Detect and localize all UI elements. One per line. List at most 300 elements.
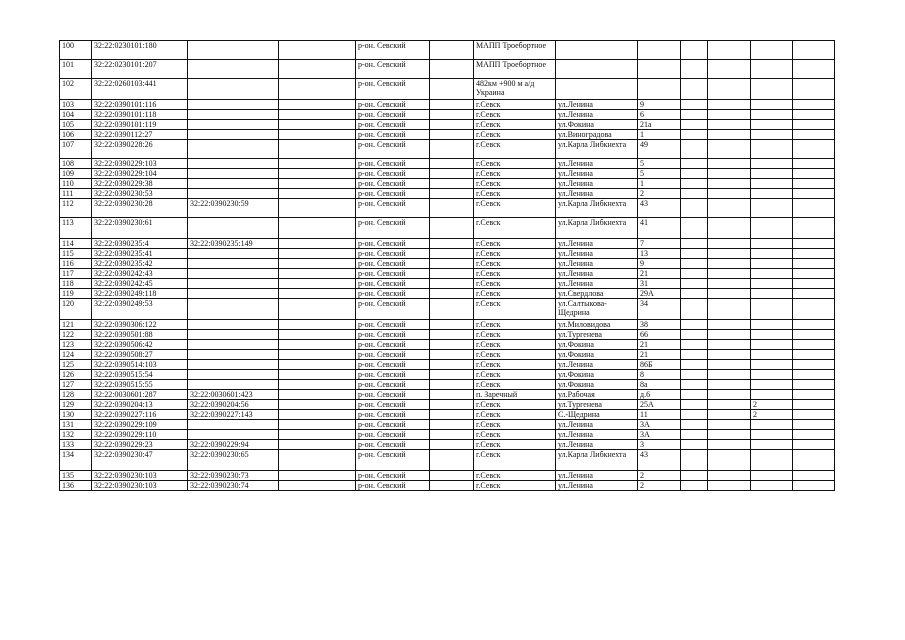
locality-cell: г.Севск (474, 481, 556, 491)
empty-cell (681, 239, 708, 249)
empty-cell (708, 450, 751, 471)
cadastral-number-cell: 32:22:0390506:42 (92, 340, 188, 350)
house-number-cell: 5 (638, 169, 681, 179)
row-number-cell: 119 (60, 289, 92, 299)
empty-cell (279, 159, 356, 169)
street-cell: ул.Свердлова (556, 289, 638, 299)
house-number-cell: 1 (638, 179, 681, 189)
district-cell: р-он. Севский (356, 340, 430, 350)
empty-cell (708, 130, 751, 140)
locality-cell: г.Севск (474, 259, 556, 269)
empty-cell (681, 110, 708, 120)
street-cell: ул.Ленина (556, 110, 638, 120)
linked-cadastral-number-cell (188, 249, 279, 259)
house-number-cell: 34 (638, 299, 681, 320)
row-number-cell: 130 (60, 410, 92, 420)
empty-cell (793, 380, 835, 390)
locality-cell: г.Севск (474, 289, 556, 299)
street-cell (556, 41, 638, 60)
linked-cadastral-number-cell (188, 218, 279, 239)
empty-cell (681, 179, 708, 189)
empty-cell (430, 350, 474, 360)
house-number-cell: 8а (638, 380, 681, 390)
extra-value-cell (751, 249, 793, 259)
register-table-body (60, 41, 835, 491)
empty-cell (681, 360, 708, 370)
cadastral-number-cell: 32:22:0390501:88 (92, 330, 188, 340)
empty-cell (793, 239, 835, 249)
table-row (60, 41, 835, 60)
empty-cell (279, 279, 356, 289)
empty-cell (708, 259, 751, 269)
street-cell: ул.Ленина (556, 179, 638, 189)
empty-cell (681, 410, 708, 420)
house-number-cell: д.6 (638, 390, 681, 400)
house-number-cell: 8 (638, 370, 681, 380)
cadastral-number-cell: 32:22:0030601:287 (92, 390, 188, 400)
empty-cell (708, 370, 751, 380)
empty-cell (430, 218, 474, 239)
empty-cell (430, 400, 474, 410)
street-cell: ул.Ленина (556, 249, 638, 259)
district-cell: р-он. Севский (356, 450, 430, 471)
row-number-cell: 100 (60, 41, 92, 60)
empty-cell (708, 269, 751, 279)
cadastral-number-cell: 32:22:0390235:41 (92, 249, 188, 259)
empty-cell (793, 189, 835, 199)
linked-cadastral-number-cell (188, 430, 279, 440)
table-row (60, 360, 835, 370)
district-cell: р-он. Севский (356, 289, 430, 299)
street-cell: ул.Карла Либкнехта (556, 218, 638, 239)
table-row (60, 350, 835, 360)
street-cell: ул.Ленина (556, 239, 638, 249)
linked-cadastral-number-cell: 32:22:0390229:94 (188, 440, 279, 450)
row-number-cell: 121 (60, 320, 92, 330)
empty-cell (708, 390, 751, 400)
linked-cadastral-number-cell (188, 169, 279, 179)
house-number-cell: 41 (638, 218, 681, 239)
district-cell: р-он. Севский (356, 140, 430, 159)
empty-cell (279, 481, 356, 491)
empty-cell (793, 159, 835, 169)
district-cell: р-он. Севский (356, 218, 430, 239)
empty-cell (430, 79, 474, 100)
district-cell: р-он. Севский (356, 41, 430, 60)
empty-cell (793, 110, 835, 120)
cadastral-number-cell: 32:22:0390229:38 (92, 179, 188, 189)
cadastral-number-cell: 32:22:0390230:103 (92, 471, 188, 481)
house-number-cell: 3А (638, 420, 681, 430)
extra-value-cell: 2 (751, 400, 793, 410)
empty-cell (430, 410, 474, 420)
locality-cell: г.Севск (474, 120, 556, 130)
empty-cell (681, 430, 708, 440)
row-number-cell: 106 (60, 130, 92, 140)
linked-cadastral-number-cell (188, 340, 279, 350)
street-cell (556, 79, 638, 100)
extra-value-cell (751, 350, 793, 360)
street-cell: ул.Ленина (556, 481, 638, 491)
empty-cell (681, 299, 708, 320)
district-cell: р-он. Севский (356, 239, 430, 249)
empty-cell (430, 340, 474, 350)
empty-cell (430, 130, 474, 140)
table-row (60, 110, 835, 120)
locality-cell: г.Севск (474, 330, 556, 340)
extra-value-cell (751, 299, 793, 320)
empty-cell (430, 370, 474, 380)
extra-value-cell (751, 471, 793, 481)
cadastral-number-cell: 32:22:0390230:47 (92, 450, 188, 471)
street-cell: ул.Ленина (556, 430, 638, 440)
empty-cell (681, 79, 708, 100)
cadastral-number-cell: 32:22:0390508:27 (92, 350, 188, 360)
table-row (60, 100, 835, 110)
linked-cadastral-number-cell (188, 320, 279, 330)
empty-cell (430, 289, 474, 299)
empty-cell (279, 218, 356, 239)
table-row (60, 159, 835, 169)
street-cell: ул.Ленина (556, 360, 638, 370)
empty-cell (708, 410, 751, 420)
street-cell: ул.Ленина (556, 420, 638, 430)
extra-value-cell (751, 179, 793, 189)
empty-cell (430, 239, 474, 249)
empty-cell (708, 430, 751, 440)
empty-cell (708, 471, 751, 481)
empty-cell (430, 100, 474, 110)
empty-cell (708, 440, 751, 450)
district-cell: р-он. Севский (356, 400, 430, 410)
empty-cell (430, 120, 474, 130)
locality-cell: г.Севск (474, 471, 556, 481)
empty-cell (279, 410, 356, 420)
house-number-cell: 49 (638, 140, 681, 159)
street-cell: ул.Ленина (556, 440, 638, 450)
street-cell: ул.Карла Либкнехта (556, 199, 638, 218)
empty-cell (279, 110, 356, 120)
empty-cell (793, 100, 835, 110)
row-number-cell: 127 (60, 380, 92, 390)
locality-cell: г.Севск (474, 269, 556, 279)
district-cell: р-он. Севский (356, 320, 430, 330)
empty-cell (430, 249, 474, 259)
extra-value-cell (751, 120, 793, 130)
empty-cell (708, 320, 751, 330)
empty-cell (708, 79, 751, 100)
cadastral-number-cell: 32:22:0390229:23 (92, 440, 188, 450)
empty-cell (430, 450, 474, 471)
empty-cell (279, 420, 356, 430)
street-cell: ул.Салтыкова-Щедрина (556, 299, 638, 320)
empty-cell (708, 350, 751, 360)
empty-cell (279, 249, 356, 259)
locality-cell: г.Севск (474, 130, 556, 140)
district-cell: р-он. Севский (356, 430, 430, 440)
cadastral-number-cell: 32:22:0390306:122 (92, 320, 188, 330)
empty-cell (681, 100, 708, 110)
empty-cell (430, 60, 474, 79)
empty-cell (279, 60, 356, 79)
linked-cadastral-number-cell (188, 189, 279, 199)
house-number-cell: 38 (638, 320, 681, 330)
empty-cell (681, 400, 708, 410)
table-row (60, 320, 835, 330)
locality-cell: г.Севск (474, 110, 556, 120)
table-row (60, 299, 835, 320)
empty-cell (793, 259, 835, 269)
linked-cadastral-number-cell: 32:22:0390230:65 (188, 450, 279, 471)
empty-cell (681, 140, 708, 159)
street-cell: ул.Фокина (556, 370, 638, 380)
empty-cell (430, 330, 474, 340)
empty-cell (279, 471, 356, 481)
extra-value-cell (751, 340, 793, 350)
linked-cadastral-number-cell (188, 100, 279, 110)
empty-cell (681, 159, 708, 169)
house-number-cell: 11 (638, 410, 681, 420)
empty-cell (279, 100, 356, 110)
table-row (60, 340, 835, 350)
empty-cell (279, 330, 356, 340)
empty-cell (793, 390, 835, 400)
house-number-cell: 43 (638, 199, 681, 218)
extra-value-cell (751, 370, 793, 380)
extra-value-cell (751, 269, 793, 279)
house-number-cell: 86Б (638, 360, 681, 370)
linked-cadastral-number-cell (188, 289, 279, 299)
locality-cell: г.Севск (474, 169, 556, 179)
empty-cell (681, 269, 708, 279)
row-number-cell: 129 (60, 400, 92, 410)
district-cell: р-он. Севский (356, 169, 430, 179)
empty-cell (793, 199, 835, 218)
empty-cell (793, 249, 835, 259)
empty-cell (430, 420, 474, 430)
locality-cell: МАПП Троебортное (474, 41, 556, 60)
row-number-cell: 125 (60, 360, 92, 370)
empty-cell (279, 269, 356, 279)
empty-cell (279, 140, 356, 159)
cadastral-number-cell: 32:22:0390229:104 (92, 169, 188, 179)
empty-cell (279, 41, 356, 60)
locality-cell: г.Севск (474, 410, 556, 420)
extra-value-cell (751, 481, 793, 491)
empty-cell (708, 179, 751, 189)
empty-cell (279, 400, 356, 410)
extra-value-cell (751, 330, 793, 340)
district-cell: р-он. Севский (356, 299, 430, 320)
empty-cell (708, 239, 751, 249)
locality-cell: г.Севск (474, 189, 556, 199)
district-cell: р-он. Севский (356, 179, 430, 189)
district-cell: р-он. Севский (356, 360, 430, 370)
empty-cell (708, 100, 751, 110)
row-number-cell: 131 (60, 420, 92, 430)
table-row (60, 471, 835, 481)
table-row (60, 199, 835, 218)
district-cell: р-он. Севский (356, 100, 430, 110)
empty-cell (430, 110, 474, 120)
district-cell: р-он. Севский (356, 440, 430, 450)
street-cell: ул.Карла Либкнехта (556, 450, 638, 471)
empty-cell (279, 199, 356, 218)
linked-cadastral-number-cell: 32:22:0030601:423 (188, 390, 279, 400)
table-row (60, 269, 835, 279)
street-cell: ул.Карла Либкнехта (556, 140, 638, 159)
extra-value-cell (751, 380, 793, 390)
table-row (60, 481, 835, 491)
street-cell: ул.Ленина (556, 279, 638, 289)
linked-cadastral-number-cell (188, 420, 279, 430)
linked-cadastral-number-cell: 32:22:0390227:143 (188, 410, 279, 420)
empty-cell (681, 120, 708, 130)
table-row (60, 130, 835, 140)
empty-cell (708, 330, 751, 340)
empty-cell (279, 130, 356, 140)
table-row (60, 380, 835, 390)
empty-cell (681, 330, 708, 340)
linked-cadastral-number-cell: 32:22:0390230:74 (188, 481, 279, 491)
empty-cell (708, 41, 751, 60)
empty-cell (681, 289, 708, 299)
empty-cell (708, 289, 751, 299)
empty-cell (279, 120, 356, 130)
street-cell (556, 60, 638, 79)
street-cell: ул.Рабочая (556, 390, 638, 400)
cadastral-number-cell: 32:22:0230101:207 (92, 60, 188, 79)
linked-cadastral-number-cell (188, 140, 279, 159)
empty-cell (279, 350, 356, 360)
locality-cell: г.Севск (474, 100, 556, 110)
cadastral-number-cell: 32:22:0390101:116 (92, 100, 188, 110)
empty-cell (708, 299, 751, 320)
extra-value-cell (751, 41, 793, 60)
empty-cell (793, 218, 835, 239)
district-cell: р-он. Севский (356, 420, 430, 430)
table-row (60, 440, 835, 450)
district-cell: р-он. Севский (356, 199, 430, 218)
row-number-cell: 116 (60, 259, 92, 269)
cadastral-number-cell: 32:22:0390235:4 (92, 239, 188, 249)
linked-cadastral-number-cell (188, 179, 279, 189)
locality-cell: г.Севск (474, 239, 556, 249)
empty-cell (430, 269, 474, 279)
district-cell: р-он. Севский (356, 410, 430, 420)
extra-value-cell (751, 440, 793, 450)
empty-cell (681, 41, 708, 60)
linked-cadastral-number-cell (188, 380, 279, 390)
empty-cell (430, 360, 474, 370)
empty-cell (681, 340, 708, 350)
empty-cell (793, 299, 835, 320)
empty-cell (681, 60, 708, 79)
street-cell: ул.Тургенева (556, 330, 638, 340)
extra-value-cell (751, 259, 793, 269)
cadastral-number-cell: 32:22:0390249:118 (92, 289, 188, 299)
row-number-cell: 111 (60, 189, 92, 199)
district-cell: р-он. Севский (356, 110, 430, 120)
house-number-cell: 31 (638, 279, 681, 289)
street-cell: ул.Ленина (556, 189, 638, 199)
empty-cell (793, 330, 835, 340)
street-cell: ул.Фокина (556, 380, 638, 390)
cadastral-number-cell: 32:22:0390101:118 (92, 110, 188, 120)
locality-cell: г.Севск (474, 400, 556, 410)
row-number-cell: 102 (60, 79, 92, 100)
house-number-cell: 1 (638, 130, 681, 140)
empty-cell (681, 380, 708, 390)
district-cell: р-он. Севский (356, 350, 430, 360)
row-number-cell: 126 (60, 370, 92, 380)
empty-cell (793, 279, 835, 289)
empty-cell (708, 360, 751, 370)
table-row (60, 330, 835, 340)
locality-cell: г.Севск (474, 380, 556, 390)
empty-cell (793, 400, 835, 410)
empty-cell (681, 370, 708, 380)
empty-cell (430, 471, 474, 481)
street-cell: С.-Щедрина (556, 410, 638, 420)
house-number-cell: 43 (638, 450, 681, 471)
row-number-cell: 124 (60, 350, 92, 360)
house-number-cell: 3 (638, 440, 681, 450)
district-cell: р-он. Севский (356, 120, 430, 130)
cadastral-number-cell: 32:22:0390515:55 (92, 380, 188, 390)
empty-cell (279, 189, 356, 199)
house-number-cell: 9 (638, 259, 681, 269)
extra-value-cell (751, 60, 793, 79)
linked-cadastral-number-cell (188, 299, 279, 320)
street-cell: ул.Миловидова (556, 320, 638, 330)
empty-cell (708, 199, 751, 218)
linked-cadastral-number-cell (188, 60, 279, 79)
cadastral-number-cell: 32:22:0390249:53 (92, 299, 188, 320)
locality-cell: г.Севск (474, 450, 556, 471)
locality-cell: 482км +900 м а/д Украина (474, 79, 556, 100)
empty-cell (279, 390, 356, 400)
empty-cell (279, 239, 356, 249)
row-number-cell: 112 (60, 199, 92, 218)
empty-cell (793, 169, 835, 179)
locality-cell: г.Севск (474, 199, 556, 218)
empty-cell (793, 370, 835, 380)
cadastral-number-cell: 32:22:0260103:441 (92, 79, 188, 100)
house-number-cell: 29А (638, 289, 681, 299)
linked-cadastral-number-cell: 32:22:0390204:56 (188, 400, 279, 410)
empty-cell (793, 481, 835, 491)
locality-cell: г.Севск (474, 159, 556, 169)
house-number-cell: 21а (638, 120, 681, 130)
extra-value-cell (751, 110, 793, 120)
street-cell: ул.Фокина (556, 340, 638, 350)
locality-cell: г.Севск (474, 140, 556, 159)
row-number-cell: 128 (60, 390, 92, 400)
empty-cell (708, 420, 751, 430)
cadastral-number-cell: 32:22:0390515:54 (92, 370, 188, 380)
linked-cadastral-number-cell (188, 79, 279, 100)
locality-cell: г.Севск (474, 320, 556, 330)
empty-cell (681, 189, 708, 199)
empty-cell (430, 481, 474, 491)
row-number-cell: 107 (60, 140, 92, 159)
house-number-cell: 5 (638, 159, 681, 169)
district-cell: р-он. Севский (356, 189, 430, 199)
register-table (59, 40, 835, 491)
table-row (60, 289, 835, 299)
house-number-cell: 2 (638, 481, 681, 491)
